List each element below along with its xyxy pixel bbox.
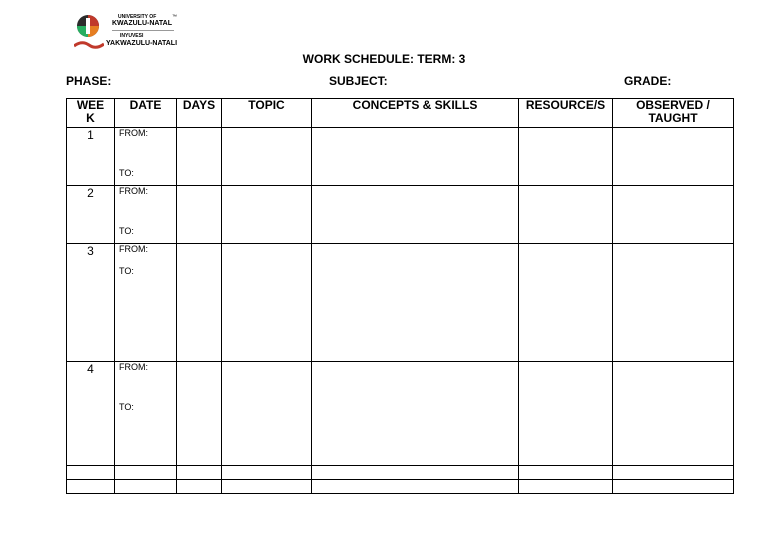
table-row <box>67 186 734 244</box>
header-concepts-skills: CONCEPTS & SKILLS <box>312 99 519 128</box>
topic-cell[interactable] <box>222 244 312 362</box>
week-number: 4 <box>67 362 115 466</box>
from-label: FROM: <box>119 128 148 138</box>
days-cell[interactable] <box>177 362 222 466</box>
subject-label: SUBJECT: <box>329 74 388 88</box>
concepts-cell[interactable] <box>312 128 519 186</box>
topic-cell[interactable] <box>222 186 312 244</box>
days-cell[interactable] <box>177 244 222 362</box>
work-schedule-table <box>66 98 734 494</box>
observed-cell[interactable] <box>613 362 734 466</box>
week-number: 3 <box>67 244 115 362</box>
to-label: TO: <box>119 226 134 236</box>
concepts-cell[interactable] <box>312 244 519 362</box>
header-resources: RESOURCE/S <box>519 99 613 128</box>
topic-cell[interactable] <box>222 362 312 466</box>
date-cell <box>115 362 177 466</box>
days-cell[interactable] <box>177 128 222 186</box>
topic-cell[interactable] <box>222 128 312 186</box>
university-crest-icon <box>74 12 104 52</box>
logo-line-4: YAKWAZULU-NATALI <box>106 40 178 47</box>
university-logo <box>74 12 184 54</box>
header-observed-taught: OBSERVED / TAUGHT <box>613 99 734 128</box>
date-cell <box>115 128 177 186</box>
table-row <box>67 244 734 362</box>
to-label: TO: <box>119 266 134 276</box>
header-topic: TOPIC <box>222 99 312 128</box>
grade-label: GRADE: <box>624 74 672 88</box>
logo-trademark: ™ <box>172 14 177 20</box>
header-days: DAYS <box>177 99 222 128</box>
week-number: 1 <box>67 128 115 186</box>
week-number: 2 <box>67 186 115 244</box>
header-week: WEE K <box>67 99 115 128</box>
header-date: DATE <box>115 99 177 128</box>
resources-cell[interactable] <box>519 244 613 362</box>
date-cell <box>115 244 177 362</box>
resources-cell[interactable] <box>519 362 613 466</box>
concepts-cell[interactable] <box>312 186 519 244</box>
logo-line-1: UNIVERSITY OF <box>118 14 157 20</box>
from-label: FROM: <box>119 186 148 196</box>
to-label: TO: <box>119 168 134 178</box>
to-label: TO: <box>119 402 134 412</box>
table-row <box>67 128 734 186</box>
table-row <box>67 466 734 480</box>
observed-cell[interactable] <box>613 186 734 244</box>
resources-cell[interactable] <box>519 128 613 186</box>
logo-divider <box>112 30 174 31</box>
concepts-cell[interactable] <box>312 362 519 466</box>
table-row <box>67 480 734 494</box>
phase-label: PHASE: <box>66 74 112 88</box>
logo-line-2: KWAZULU-NATAL <box>112 20 173 27</box>
observed-cell[interactable] <box>613 244 734 362</box>
from-label: FROM: <box>119 362 148 372</box>
table-header-row <box>67 99 734 128</box>
observed-cell[interactable] <box>613 128 734 186</box>
days-cell[interactable] <box>177 186 222 244</box>
table-row <box>67 362 734 466</box>
date-cell <box>115 186 177 244</box>
page-title: WORK SCHEDULE: TERM: 3 <box>302 52 466 66</box>
resources-cell[interactable] <box>519 186 613 244</box>
from-label: FROM: <box>119 244 148 254</box>
logo-line-3: INYUVESI <box>120 33 144 39</box>
